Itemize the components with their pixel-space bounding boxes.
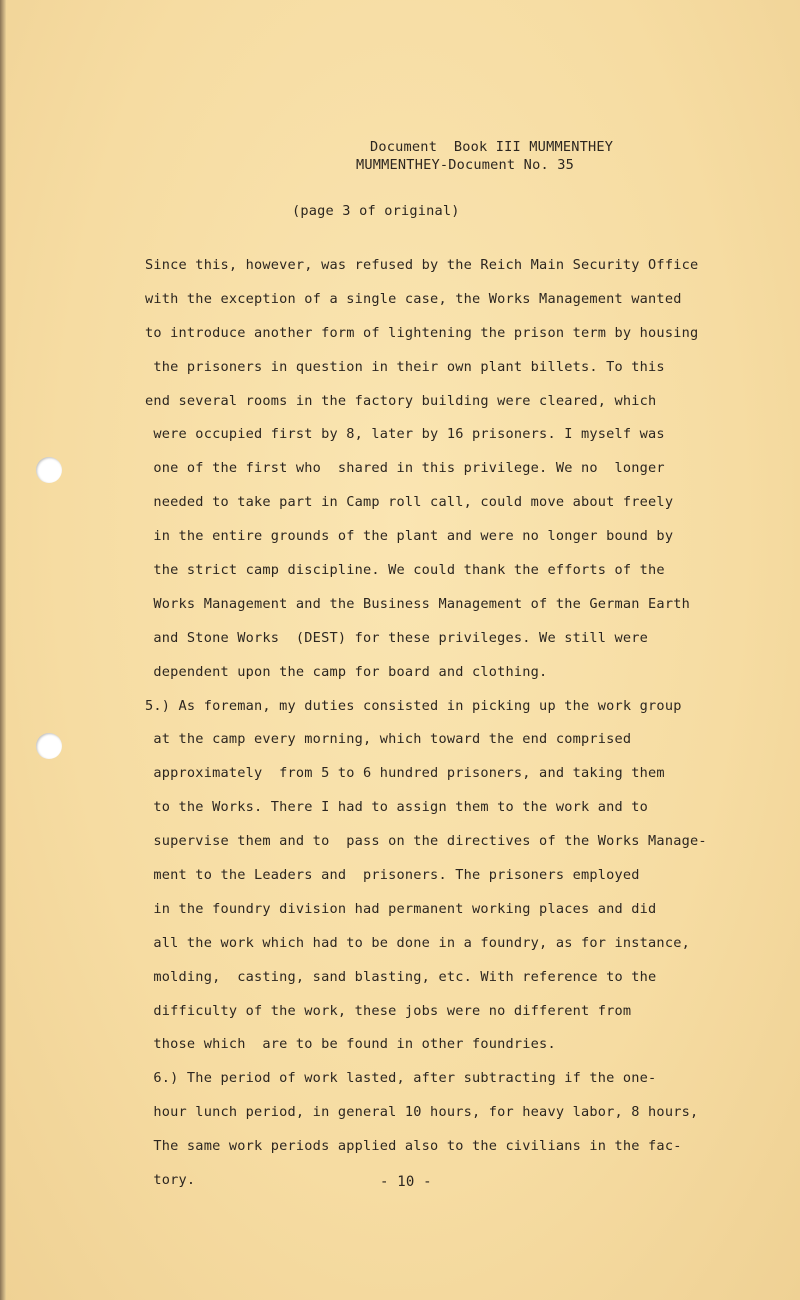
body-line: approximately from 5 to 6 hundred prisoners, and taking them: [145, 765, 665, 782]
body-line: with the exception of a single case, the Works Management wanted: [145, 290, 682, 307]
body-line: supervise them and to pass on the directives of the Works Manage-: [145, 833, 707, 850]
document-book-heading: Document Book III MUMMENTHEY: [370, 139, 614, 155]
body-line: those which are to be found in other foundries.: [145, 1036, 556, 1053]
body-line: dependent upon the camp for board and clothing.: [145, 663, 548, 680]
body-line: 6.) The period of work lasted, after subtracting if the one-: [145, 1070, 657, 1087]
document-number-heading: MUMMENTHEY-Document No. 35: [356, 157, 574, 173]
punch-hole-lower: [36, 733, 62, 759]
body-line: tory.: [145, 1172, 196, 1189]
body-line: difficulty of the work, these jobs were no different from: [145, 1002, 632, 1019]
body-line: were occupied first by 8, later by 16 prisoners. I myself was: [145, 426, 665, 443]
page-number: - 10 -: [380, 1174, 432, 1190]
body-line: ment to the Leaders and prisoners. The prisoners employed: [145, 867, 640, 884]
body-line: the strict camp discipline. We could thank the efforts of the: [145, 562, 665, 579]
body-line: end several rooms in the factory building were cleared, which: [145, 392, 657, 409]
body-line: one of the first who shared in this privilege. We no longer: [145, 460, 665, 477]
body-line: and Stone Works (DEST) for these privileges. We still were: [145, 629, 649, 646]
original-page-reference: (page 3 of original): [292, 203, 460, 219]
body-line: 5.) As foreman, my duties consisted in picking up the work group: [145, 697, 682, 714]
body-line: The same work periods applied also to the civilians in the fac-: [145, 1138, 682, 1155]
punch-hole-upper: [36, 457, 62, 483]
body-line: needed to take part in Camp roll call, could move about freely: [145, 494, 674, 511]
body-line: the prisoners in question in their own plant billets. To this: [145, 358, 665, 375]
body-line: in the foundry division had permanent working places and did: [145, 900, 657, 917]
page-left-edge: [0, 0, 6, 1300]
body-line: all the work which had to be done in a foundry, as for instance,: [145, 934, 690, 951]
body-line: Since this, however, was refused by the Reich Main Security Office: [145, 257, 699, 273]
body-line: molding, casting, sand blasting, etc. With reference to the: [145, 968, 657, 985]
body-line: to the Works. There I had to assign them to the work and to: [145, 799, 649, 816]
body-line: at the camp every morning, which toward the end comprised: [145, 731, 632, 748]
body-line: to introduce another form of lightening the prison term by housing: [145, 324, 699, 341]
body-line: hour lunch period, in general 10 hours, for heavy labor, 8 hours,: [145, 1104, 699, 1121]
body-line: in the entire grounds of the plant and were no longer bound by: [145, 528, 674, 545]
document-body: [145, 256, 707, 1205]
body-line: Works Management and the Business Management of the German Earth: [145, 595, 690, 612]
